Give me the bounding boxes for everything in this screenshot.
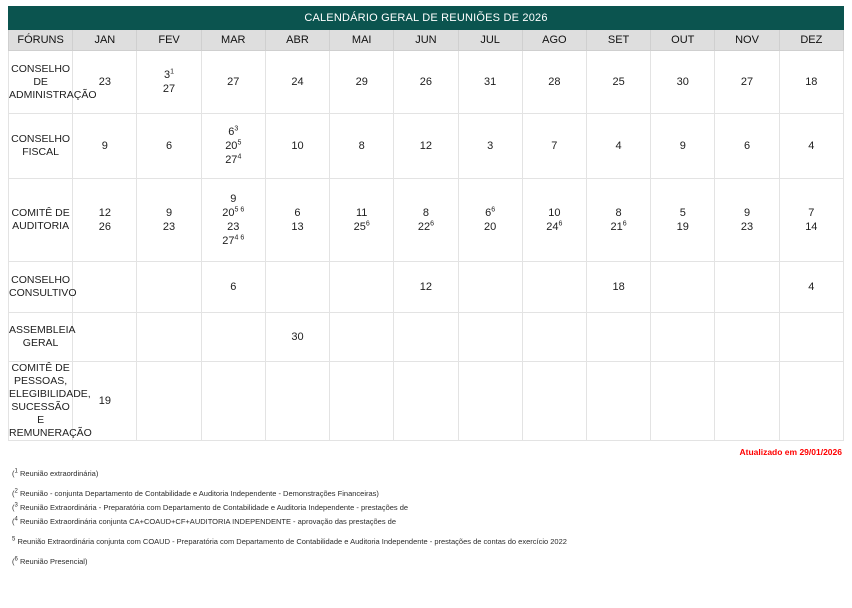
column-header-month-mar: MAR [201, 30, 265, 51]
meeting-day: $6^3$ [228, 125, 239, 138]
meeting-day: 23 [740, 221, 754, 233]
meeting-day: $3^1$ [164, 68, 175, 81]
footnote-paren: ( [12, 517, 15, 526]
meeting-day-cell [586, 313, 650, 362]
meeting-day-cell [201, 362, 265, 441]
meeting-day-cell [265, 313, 329, 362]
column-header-month-jul: JUL [458, 30, 522, 51]
footnote-marker: 3 [234, 125, 239, 133]
footnote [12, 556, 844, 567]
column-header-forums: FÓRUNS [9, 30, 73, 51]
meeting-day-cell [73, 179, 137, 262]
meeting-day-cell [201, 179, 265, 262]
meeting-day-cell [522, 179, 586, 262]
meeting-day: 26 [419, 76, 433, 88]
meeting-day: 4 [808, 281, 815, 293]
meeting-day: $27^4$ [225, 153, 242, 166]
meeting-day: $20^{5 6}$ [222, 206, 245, 219]
column-header-month-mai: MAI [330, 30, 394, 51]
column-header-month-jun: JUN [394, 30, 458, 51]
meeting-day-cell [586, 114, 650, 179]
meeting-day-cell [715, 114, 779, 179]
meeting-day-cell [330, 114, 394, 179]
meeting-day: 4 [615, 140, 622, 152]
footnote-marker: 6 [430, 220, 434, 228]
meeting-day-cell [779, 179, 843, 262]
meeting-day-cell [201, 262, 265, 313]
meeting-day-cell [330, 262, 394, 313]
meeting-day-cell [586, 179, 650, 262]
column-header-month-dez: DEZ [779, 30, 843, 51]
last-updated-stamp: Atualizado em 29/01/2026 [739, 447, 842, 457]
meeting-day: 7 [551, 140, 558, 152]
table-row [9, 179, 844, 262]
meeting-day-cell [394, 362, 458, 441]
meeting-day-cell [779, 51, 843, 114]
forum-name-cell: CONSELHO FISCAL [9, 114, 73, 179]
meeting-day: 23 [162, 221, 176, 233]
footnote-number: 6 [14, 556, 18, 563]
calendar-body [9, 7, 844, 51]
footnote-number: 1 [14, 468, 18, 475]
meeting-day-cell [458, 179, 522, 262]
footnote-text: Reunião Extraordinária conjunta com COAUD - Preparatória com Departamento de Contabilidade e Auditoria Independente - prestações de contas do exercício 2022 [17, 537, 567, 546]
table-row [9, 51, 844, 114]
meeting-day-cell [394, 51, 458, 114]
meeting-day-cell [458, 362, 522, 441]
footnote-number: 4 [14, 516, 18, 523]
meeting-day: 6 [294, 207, 301, 219]
meeting-day-cell [137, 362, 201, 441]
meeting-day-cell [715, 262, 779, 313]
meeting-day-cell [458, 262, 522, 313]
footnotes-list [8, 468, 844, 567]
meeting-day: $24^6$ [546, 220, 563, 233]
meeting-day: 3 [487, 140, 494, 152]
meeting-day: 12 [419, 281, 433, 293]
meeting-day-cell [137, 51, 201, 114]
meeting-day: $25^6$ [353, 220, 370, 233]
meeting-day: 5 [679, 207, 686, 219]
meeting-day: 9 [743, 207, 751, 219]
meeting-day-cell [779, 362, 843, 441]
footnote-number: 5 [12, 536, 16, 543]
meeting-day-cell [779, 262, 843, 313]
meeting-day-cell [522, 114, 586, 179]
meeting-day: 14 [805, 221, 818, 233]
meeting-day-cell [330, 313, 394, 362]
meeting-day: 12 [98, 207, 111, 219]
title-row [9, 7, 844, 30]
meeting-day-cell [330, 362, 394, 441]
meeting-day: 4 [808, 140, 815, 152]
meeting-day: $21^6$ [610, 220, 627, 233]
footnote-number: 2 [14, 488, 18, 495]
meeting-day-cell [715, 313, 779, 362]
meeting-day-cell [137, 262, 201, 313]
meeting-day: 11 [355, 207, 368, 219]
meeting-day: 6 [230, 281, 237, 293]
column-header-month-fev: FEV [137, 30, 201, 51]
meeting-day: $20^5$ [225, 139, 242, 152]
footnote-marker: 6 [365, 220, 370, 228]
meeting-day: 9 [165, 207, 173, 219]
meeting-day-cell [330, 51, 394, 114]
meeting-day: 29 [355, 76, 368, 88]
meeting-day: 26 [98, 221, 111, 233]
meeting-day-cell [651, 114, 715, 179]
meeting-day-cell [330, 179, 394, 262]
meeting-day: 9 [679, 140, 686, 152]
footnote [12, 516, 844, 527]
meeting-day: 23 [227, 221, 240, 233]
meeting-day-cell [522, 362, 586, 441]
footnote-marker: 5 [237, 139, 242, 147]
table-row [9, 362, 844, 441]
forum-name-cell: CONSELHO CONSULTIVO [9, 262, 73, 313]
meeting-day-cell [265, 262, 329, 313]
footnote-paren: ( [12, 469, 15, 478]
meeting-day-cell [522, 262, 586, 313]
meeting-day-cell [394, 114, 458, 179]
meeting-day-cell [779, 313, 843, 362]
meeting-day-cell [73, 262, 137, 313]
meeting-day: 25 [612, 76, 625, 88]
footnote-paren: ( [12, 503, 15, 512]
meeting-day-cell [265, 114, 329, 179]
meeting-day-cell [779, 114, 843, 179]
meetings-calendar-table [8, 6, 844, 441]
footnote-text: Reunião Extraordinária - Preparatória com Departamento de Contabilidade e Auditoria Independente - prestações de [19, 503, 409, 512]
footnote [12, 502, 844, 513]
meeting-day-cell [458, 313, 522, 362]
meeting-day-cell [73, 51, 137, 114]
footnote-text: Reunião - conjunta Departamento de Contabilidade e Auditoria Independente - Demonstrações Financeiras) [19, 489, 379, 498]
meeting-day-cell [522, 51, 586, 114]
column-header-month-jan: JAN [73, 30, 137, 51]
meeting-day: 30 [291, 331, 304, 343]
meeting-day: 10 [291, 140, 304, 152]
footnote [12, 488, 844, 499]
meeting-day: 6 [743, 140, 751, 152]
meeting-day: $27^{4 6}$ [222, 234, 245, 247]
footnote-marker: 4 [237, 153, 242, 161]
meeting-day-cell [265, 51, 329, 114]
meeting-day: 9 [101, 140, 108, 152]
meeting-day: 30 [676, 76, 689, 88]
meeting-day-cell [651, 262, 715, 313]
meeting-day-cell [715, 362, 779, 441]
meeting-day: 10 [548, 207, 561, 219]
column-header-month-out: OUT [651, 30, 715, 51]
footnote-marker: 6 [622, 220, 627, 228]
meeting-day-cell [73, 114, 137, 179]
meeting-day-cell [394, 262, 458, 313]
meeting-day-cell [394, 179, 458, 262]
footnote [12, 468, 844, 479]
forum-name-cell: COMITÊ DE AUDITORIA [9, 179, 73, 262]
footnote-paren: ( [12, 557, 15, 566]
column-header-month-abr: ABR [265, 30, 329, 51]
meeting-day-cell [651, 313, 715, 362]
forum-name-cell: ASSEMBLEIA GERAL [9, 313, 73, 362]
meeting-day-cell [715, 51, 779, 114]
meeting-day: 24 [291, 76, 304, 88]
footnote-number: 3 [14, 502, 18, 509]
meeting-day: 27 [227, 76, 240, 88]
table-row [9, 114, 844, 179]
meeting-day-cell [458, 51, 522, 114]
meeting-day-cell [137, 313, 201, 362]
meeting-day: $6^6$ [485, 206, 496, 219]
meeting-day-cell [586, 362, 650, 441]
forum-name-cell: CONSELHO DE ADMINISTRAÇÃO [9, 51, 73, 114]
column-header-month-nov: NOV [715, 30, 779, 51]
meeting-day-cell [651, 362, 715, 441]
meeting-day-cell [586, 262, 650, 313]
forum-name-cell: COMITÊ DE PESSOAS, ELEGIBILIDADE, SUCESSÃO E REMUNERAÇÃO [9, 362, 92, 439]
meeting-day: 23 [98, 76, 111, 88]
meeting-day-cell [715, 179, 779, 262]
meeting-day-cell [522, 313, 586, 362]
meeting-day: 18 [612, 281, 625, 293]
meeting-day: 28 [548, 76, 561, 88]
footnote-text: Reunião Extraordinária conjunta CA+COAUD+CF+AUDITORIA INDEPENDENTE - aprovação das prestações de [19, 517, 397, 526]
meeting-day: 31 [484, 76, 497, 88]
footnote-paren: ( [12, 489, 15, 498]
meeting-day: 19 [676, 221, 689, 233]
meeting-day: $22^6$ [417, 220, 434, 233]
meeting-day: 18 [805, 76, 818, 88]
meeting-day-cell [651, 179, 715, 262]
meeting-day: 9 [230, 193, 237, 205]
meeting-day-cell [201, 313, 265, 362]
meeting-day: 8 [358, 140, 365, 152]
meeting-day: 6 [165, 140, 173, 152]
meeting-day-cell [458, 114, 522, 179]
meeting-day-cell [586, 51, 650, 114]
meeting-day-cell [201, 51, 265, 114]
footnote [12, 536, 844, 547]
meeting-day: 7 [808, 207, 815, 219]
footnote-text: Reunião Presencial) [19, 557, 88, 566]
meeting-day: 19 [98, 395, 111, 407]
footnote-text: Reunião extraordinária) [19, 469, 99, 478]
column-header-month-set: SET [586, 30, 650, 51]
footnote-marker: 6 [491, 206, 496, 214]
calendar-title: CALENDÁRIO GERAL DE REUNIÕES DE 2026 [9, 7, 844, 30]
meeting-day: 8 [615, 207, 622, 219]
meeting-day: 8 [422, 207, 429, 219]
meeting-day: 20 [484, 221, 497, 233]
meeting-day-cell [394, 313, 458, 362]
footnote-marker: 4 6 [234, 234, 245, 242]
meeting-day-cell [73, 313, 137, 362]
footnote-marker: 5 6 [234, 206, 245, 214]
meeting-day-cell [265, 362, 329, 441]
table-row [9, 313, 844, 362]
meeting-day: 27 [162, 83, 176, 95]
meeting-day-cell [265, 179, 329, 262]
meeting-day-cell [201, 114, 265, 179]
meeting-day-cell [651, 51, 715, 114]
meeting-day: 12 [419, 140, 433, 152]
table-row [9, 262, 844, 313]
column-header-row [9, 30, 844, 51]
meeting-day: 13 [291, 221, 304, 233]
footnote-marker: 1 [170, 68, 175, 76]
column-header-month-ago: AGO [522, 30, 586, 51]
meeting-day: 27 [740, 76, 754, 88]
meeting-day-cell [137, 114, 201, 179]
footnote-marker: 6 [558, 220, 563, 228]
meeting-day-cell [137, 179, 201, 262]
